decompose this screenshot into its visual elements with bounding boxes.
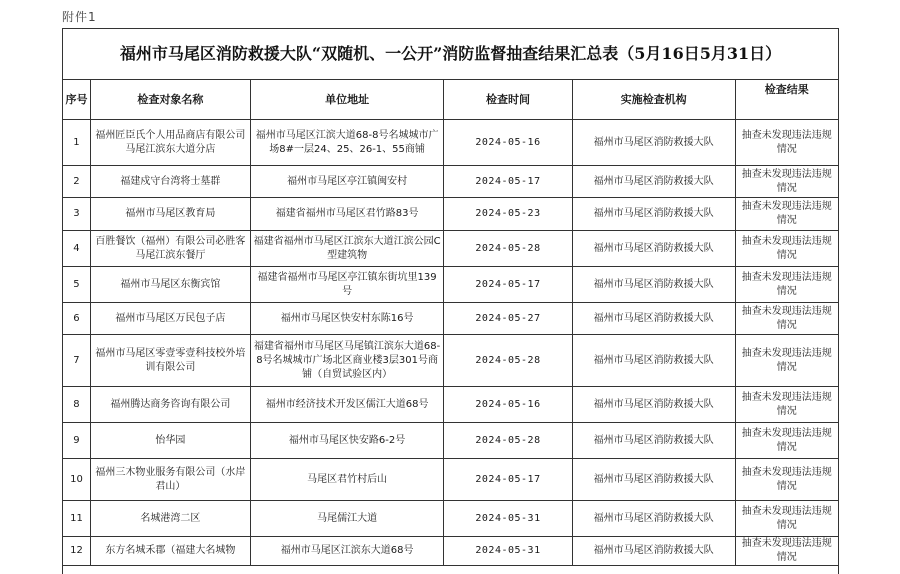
cell-org: 福州市马尾区消防救援大队 <box>572 303 735 335</box>
cell-time: 2024-05-17 <box>444 267 572 303</box>
table-row <box>63 501 838 537</box>
cell-no: 6 <box>63 303 90 335</box>
cell-address: 福州市马尾区江滨东大道68号 <box>250 537 443 566</box>
page-title: 福州市马尾区消防救援大队“双随机、一公开”消防监督抽查结果汇总表（5月16日5月31日） <box>63 29 838 80</box>
cell-name: 福州市马尾区零壹零壹科技校外培训有限公司 <box>90 335 250 387</box>
cell-name: 福州市马尾区东衡宾馆 <box>90 267 250 303</box>
cell-time: 2024-05-31 <box>444 501 572 537</box>
header-address: 单位地址 <box>250 80 443 120</box>
cell-name: 百胜餐饮（福州）有限公司必胜客马尾江滨东餐厅 <box>90 231 250 267</box>
cell-no: 9 <box>63 423 90 459</box>
table-row <box>63 459 838 501</box>
cell-org: 福州市马尾区消防救援大队 <box>572 267 735 303</box>
cell-name: 福州市马尾区教育局 <box>90 198 250 231</box>
cell-name: 福州匠臣氏个人用品商店有限公司马尾江滨东大道分店 <box>90 120 250 166</box>
cell-no: 1 <box>63 120 90 166</box>
cell-address: 福州市马尾区亭江镇闽安村 <box>250 166 443 198</box>
cell-result: 抽查未发现违法违规情况 <box>735 120 838 166</box>
cell-org: 福州市马尾区消防救援大队 <box>572 501 735 537</box>
cell-org: 福州市马尾区消防救援大队 <box>572 198 735 231</box>
table-row <box>63 303 838 335</box>
cell-no: 12 <box>63 537 90 566</box>
cell-result: 抽查未发现违法违规情况 <box>735 303 838 335</box>
cell-result: 抽查未发现违法违规情况 <box>735 387 838 423</box>
header-result: 检查结果 <box>735 80 838 120</box>
cell-name: 东方名城禾郡（福建大名城物 <box>90 537 250 566</box>
cell-no: 7 <box>63 335 90 387</box>
cell-address: 马尾区君竹村后山 <box>250 459 443 501</box>
attachment-label: 附件1 <box>62 10 97 24</box>
cell-result: 抽查未发现违法违规情况 <box>735 231 838 267</box>
cell-org: 福州市马尾区消防救援大队 <box>572 459 735 501</box>
table-row <box>63 537 838 566</box>
header-time: 检查时间 <box>444 80 572 120</box>
cell-result: 抽查未发现违法违规情况 <box>735 459 838 501</box>
cell-name: 名城港湾二区 <box>90 501 250 537</box>
table-row <box>63 423 838 459</box>
table-row <box>63 120 838 166</box>
cell-result: 抽查未发现违法违规情况 <box>735 335 838 387</box>
cell-org: 福州市马尾区消防救援大队 <box>572 387 735 423</box>
cell-time: 2024-05-28 <box>444 231 572 267</box>
table-row <box>63 166 838 198</box>
header-org: 实施检查机构 <box>572 80 735 120</box>
cell-no: 3 <box>63 198 90 231</box>
header-name: 检查对象名称 <box>90 80 250 120</box>
cell-time: 2024-05-16 <box>444 120 572 166</box>
cell-address: 福州市马尾区江滨大道68-8号名城城市广场8#一层24、25、26-1、55商铺 <box>250 120 443 166</box>
cell-result: 抽查未发现违法违规情况 <box>735 501 838 537</box>
cell-result: 抽查未发现违法违规情况 <box>735 198 838 231</box>
cell-address: 马尾儒江大道 <box>250 501 443 537</box>
cell-no: 4 <box>63 231 90 267</box>
cell-org: 福州市马尾区消防救援大队 <box>572 335 735 387</box>
cell-no: 2 <box>63 166 90 198</box>
cell-no: 5 <box>63 267 90 303</box>
cell-org: 福州市马尾区消防救援大队 <box>572 120 735 166</box>
cell-org: 福州市马尾区消防救援大队 <box>572 166 735 198</box>
cell-name: 福州腾达商务咨询有限公司 <box>90 387 250 423</box>
cell-address: 福建省福州市马尾区江滨东大道江滨公园C型建筑物 <box>250 231 443 267</box>
table-header-row <box>63 80 838 120</box>
cell-no: 8 <box>63 387 90 423</box>
cell-time: 2024-05-23 <box>444 198 572 231</box>
cell-time: 2024-05-17 <box>444 166 572 198</box>
results-table <box>63 80 838 566</box>
cell-time: 2024-05-28 <box>444 335 572 387</box>
cell-name: 怡华园 <box>90 423 250 459</box>
cell-address: 福州市经济技术开发区儒江大道68号 <box>250 387 443 423</box>
cell-time: 2024-05-31 <box>444 537 572 566</box>
cell-time: 2024-05-27 <box>444 303 572 335</box>
table-row <box>63 231 838 267</box>
cell-address: 福州市马尾区快安村东陈16号 <box>250 303 443 335</box>
cell-name: 福州三木物业服务有限公司（水岸君山） <box>90 459 250 501</box>
cell-time: 2024-05-28 <box>444 423 572 459</box>
cell-address: 福建省福州市马尾区马尾镇江滨东大道68-8号名城城市广场北区商业楼3层301号商铺（自贸试验区内） <box>250 335 443 387</box>
cell-result: 抽查未发现违法违规情况 <box>735 423 838 459</box>
table-row <box>63 335 838 387</box>
cell-no: 10 <box>63 459 90 501</box>
cell-address: 福建省福州市马尾区君竹路83号 <box>250 198 443 231</box>
cell-time: 2024-05-17 <box>444 459 572 501</box>
table-row <box>63 198 838 231</box>
cell-no: 11 <box>63 501 90 537</box>
results-table-frame <box>62 28 839 574</box>
cell-result: 抽查未发现违法违规情况 <box>735 537 838 566</box>
cell-org: 福州市马尾区消防救援大队 <box>572 231 735 267</box>
cell-org: 福州市马尾区消防救援大队 <box>572 537 735 566</box>
table-row <box>63 267 838 303</box>
cell-result: 抽查未发现违法违规情况 <box>735 267 838 303</box>
cell-name: 福建戍守台湾将士墓群 <box>90 166 250 198</box>
cell-time: 2024-05-16 <box>444 387 572 423</box>
cell-address: 福州市马尾区快安路6-2号 <box>250 423 443 459</box>
table-row <box>63 387 838 423</box>
cell-name: 福州市马尾区万民包子店 <box>90 303 250 335</box>
cell-org: 福州市马尾区消防救援大队 <box>572 423 735 459</box>
cell-result: 抽查未发现违法违规情况 <box>735 166 838 198</box>
cell-address: 福建省福州市马尾区亭江镇东街坑里139号 <box>250 267 443 303</box>
header-no: 序号 <box>63 80 90 120</box>
